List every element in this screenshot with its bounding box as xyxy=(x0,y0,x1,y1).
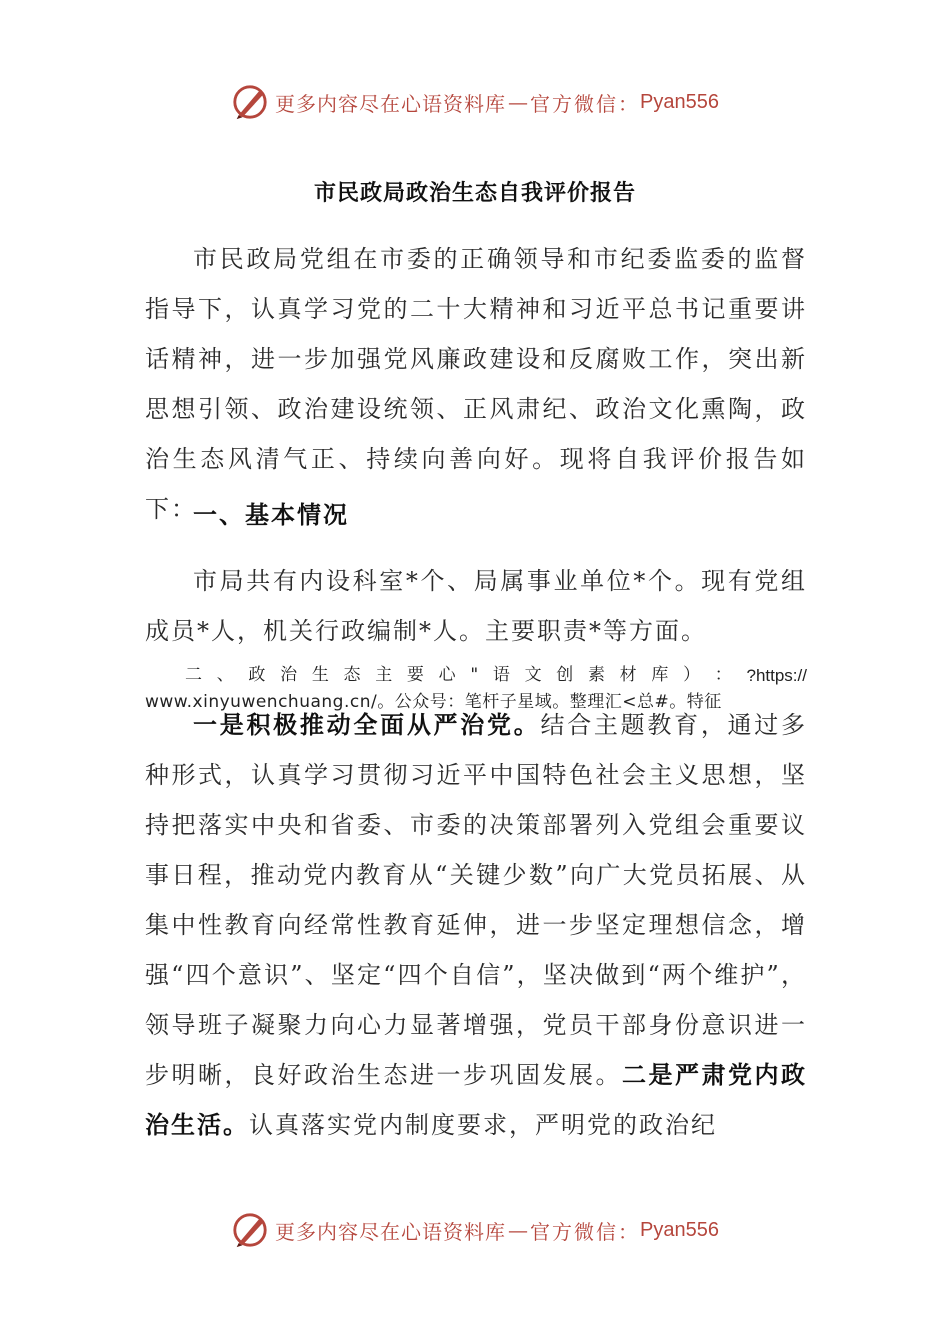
section2-note-line2: www.xinyuwenchuang.cn/。公众号：笔杆子星域。整理汇<总#。特征 xyxy=(145,692,722,712)
note-char: 生 xyxy=(311,665,329,685)
note-char: 库 xyxy=(651,665,669,685)
note-char: 二 xyxy=(185,665,202,685)
banner-separator: — xyxy=(508,1218,529,1242)
intro-paragraph xyxy=(145,234,807,534)
note-char: 创 xyxy=(556,665,574,685)
point1-text: 结合主题教育，通过多种形式，认真学习贯彻习近平中国特色社会主义思想，坚持把落实中央和省委、市委的决策部署列入党组会重要议事日程，推动党内教育从“关键少数”向广大党员拓展、从集中性教育向经常性教育延伸，进一步坚定理想信念，增强“四个意识”、坚定“四个自信”，坚决做到“两个维护”，领导班子凝聚力向心力显著增强，党员干部身份意识进一步明晰，良好政治生态进一步巩固发展。 xyxy=(145,711,808,1089)
note-char: " xyxy=(470,665,479,685)
point2-title: 二是严肃党内政治生活。 xyxy=(145,1060,807,1139)
banner-separator: — xyxy=(508,90,529,114)
intro-text: 市民政局党组在市委的正确领导和市纪委监委的监督指导下，认真学习党的二十大精神和习近平总书记重要讲话精神，进一步加强党风廉政建设和反腐败工作，突出新思想引领、政治建设统领、正风肃纪、政治文化熏陶，政治生态风清气正、持续向善向好。现将自我评价报告如下： xyxy=(145,245,807,523)
note-char: 主 xyxy=(375,665,393,685)
point2-text: 认真落实党内制度要求，严明党的政治纪 xyxy=(249,1111,717,1139)
note-char: ） xyxy=(683,665,701,685)
note-char: 态 xyxy=(343,665,361,685)
note-url-start: ?https:// xyxy=(746,666,807,685)
note-char: 文 xyxy=(524,665,542,685)
note-char: 材 xyxy=(619,665,637,685)
note-char: 要 xyxy=(406,665,424,685)
banner-official-label: 官方微信： xyxy=(530,1219,641,1244)
note-char: 语 xyxy=(492,665,510,685)
banner-wechat-id: Pyan556 xyxy=(640,90,719,113)
section2-note-line1 xyxy=(145,662,807,689)
header-banner xyxy=(0,80,950,124)
note-char: 政 xyxy=(248,665,266,685)
footer-banner xyxy=(0,1208,950,1252)
section1-text: 市局共有内设科室*个、局属事业单位*个。现有党组成员*人，机关行政编制*人。主要职责*等方面。 xyxy=(145,567,807,645)
banner-brand-text: 更多内容尽在心语资料库 xyxy=(275,1219,507,1244)
note-char: 治 xyxy=(280,665,298,685)
pen-circle-logo-icon xyxy=(231,83,269,121)
section1-paragraph xyxy=(145,556,807,656)
document-title: 市民政局政治生态自我评价报告 xyxy=(313,180,636,206)
banner-wechat-id: Pyan556 xyxy=(640,1218,719,1241)
point1-title: 一是积极推动全面从严治党。 xyxy=(193,710,541,739)
note-char: 素 xyxy=(587,665,605,685)
section2-paragraph xyxy=(145,700,807,1150)
banner-official-label: 官方微信： xyxy=(530,91,641,116)
banner-brand-text: 更多内容尽在心语资料库 xyxy=(275,91,507,116)
note-char: 、 xyxy=(216,665,234,685)
note-char: 心 xyxy=(438,665,456,685)
note-char: ： xyxy=(714,665,732,685)
pen-circle-logo-icon xyxy=(231,1211,269,1249)
section1-heading: 一、基本情况 xyxy=(193,500,349,529)
